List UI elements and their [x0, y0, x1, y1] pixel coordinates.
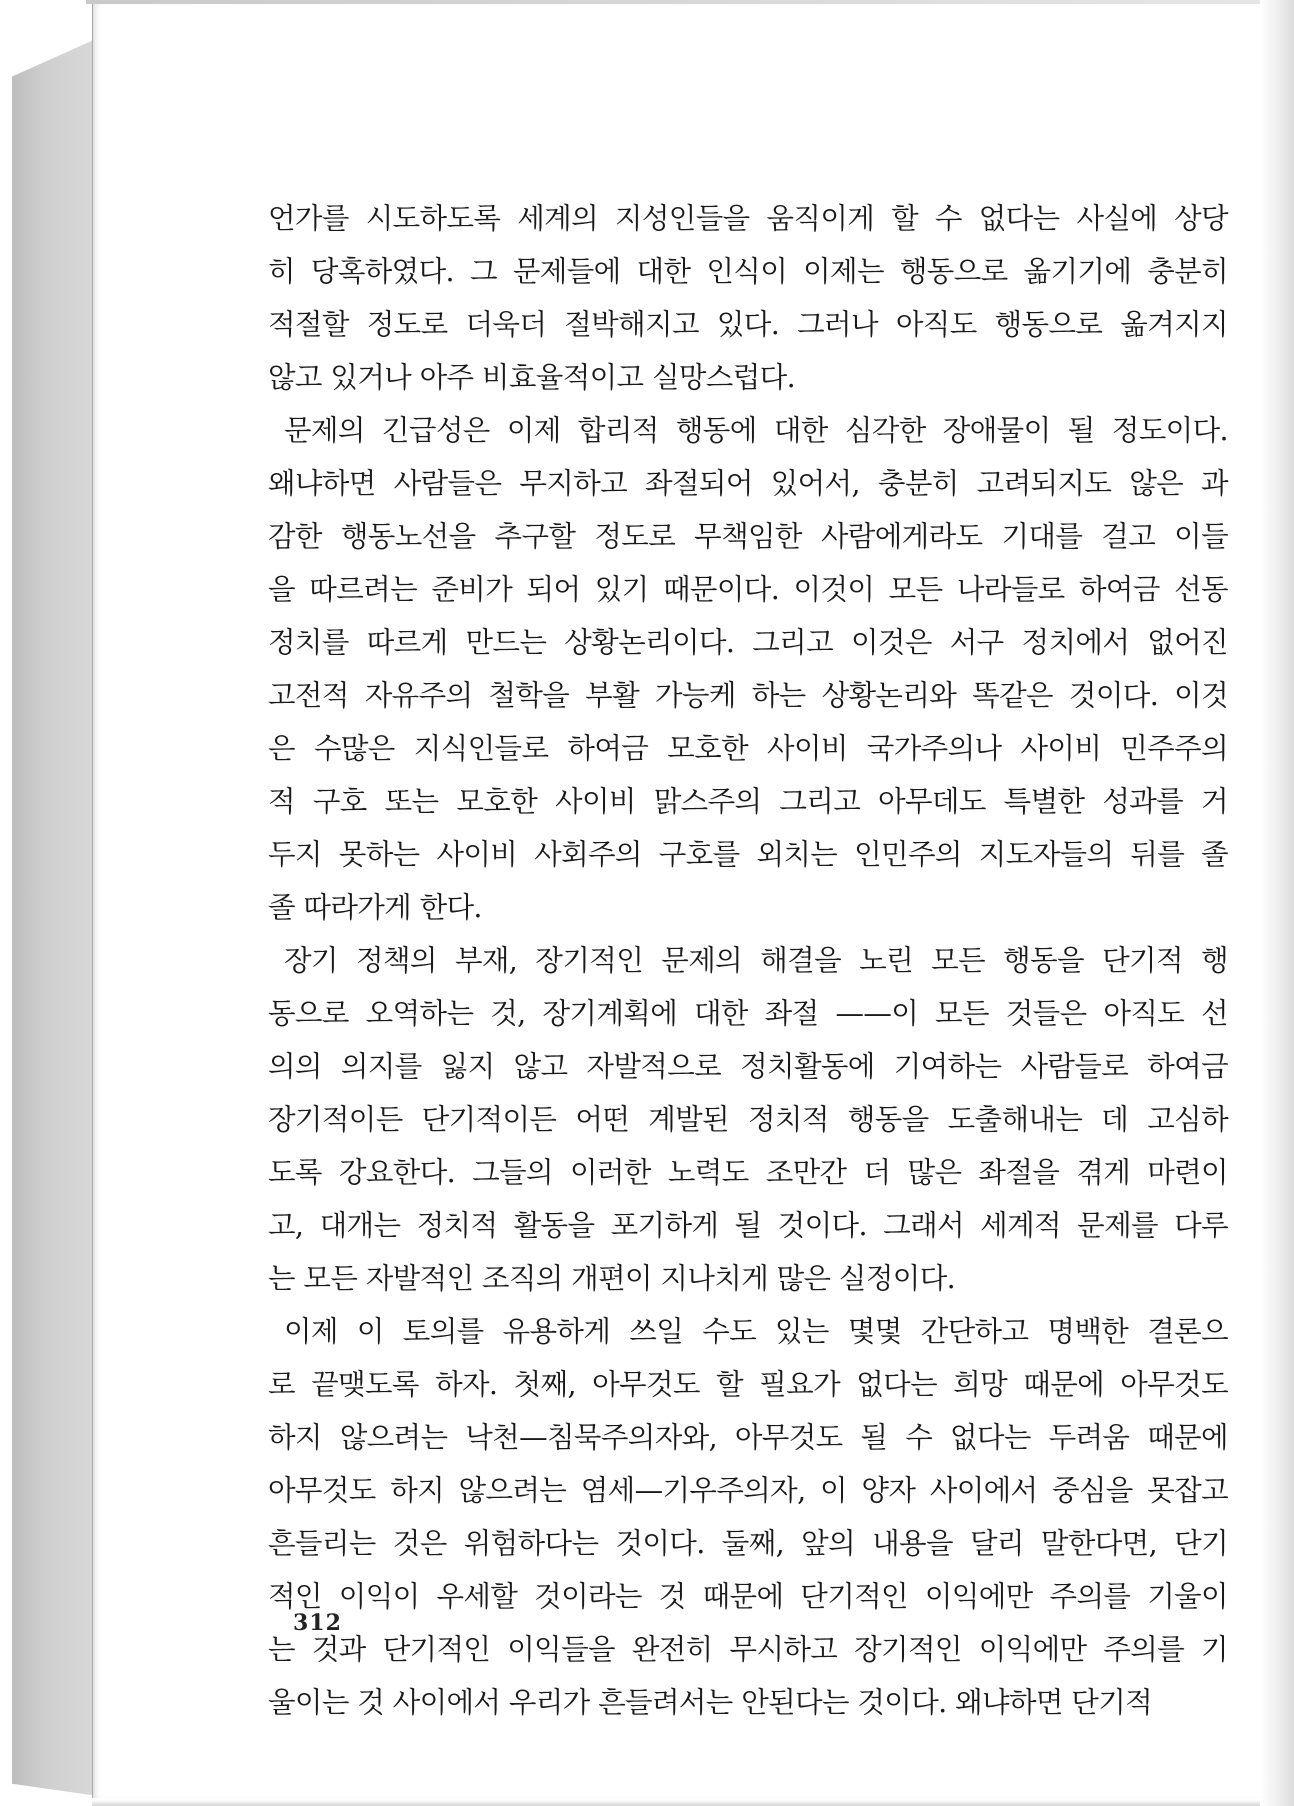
text-line: 적인 이익이 우세할 것이라는 것 때문에 단기적인 이익에만 주의를 기울이 — [268, 1580, 1228, 1613]
text-line: 적절할 정도로 더욱더 절박해지고 있다. 그러나 아직도 행동으로 옮겨지지 — [268, 308, 1228, 341]
text-line: 문제의 긴급성은 이제 합리적 행동에 대한 심각한 장애물이 될 정도이다. — [284, 414, 1228, 447]
text-line: 을 따르려는 준비가 되어 있기 때문이다. 이것이 모든 나라들로 하여금 선동 — [268, 573, 1228, 606]
text-line: 고, 대개는 정치적 활동을 포기하게 될 것이다. 그래서 세계적 문제를 다루 — [268, 1209, 1228, 1242]
page-number: 312 — [293, 1610, 342, 1636]
paragraph — [268, 1305, 1228, 1729]
book-right-edge — [1260, 0, 1294, 1806]
paragraph — [268, 404, 1228, 934]
text-line: 왜냐하면 사람들은 무지하고 좌절되어 있어서, 충분히 고려되지도 않은 과 — [268, 467, 1228, 500]
text-line: 언가를 시도하도록 세계의 지성인들을 움직이게 할 수 없다는 사실에 상당 — [268, 202, 1228, 235]
text-line: 하지 않으려는 낙천—침묵주의자와, 아무것도 될 수 없다는 두려움 때문에 — [268, 1421, 1228, 1454]
text-line: 않고 있거나 아주 비효율적이고 실망스럽다. — [268, 361, 796, 394]
book-page — [92, 4, 1261, 1798]
text-line: 로 끝맺도록 하자. 첫째, 아무것도 할 필요가 없다는 희망 때문에 아무것도 — [268, 1368, 1228, 1401]
text-line: 울이는 것 사이에서 우리가 흔들려서는 안된다는 것이다. 왜냐하면 단기적 — [268, 1686, 1153, 1719]
text-line: 는 것과 단기적인 이익들을 완전히 무시하고 장기적인 이익에만 주의를 기 — [268, 1633, 1228, 1666]
book-bottom-edge — [92, 1800, 1260, 1806]
text-line: 은 수많은 지식인들로 하여금 모호한 사이비 국가주의나 사이비 민주주의 — [268, 732, 1228, 765]
text-line: 장기적이든 단기적이든 어떤 계발된 정치적 행동을 도출해내는 데 고심하 — [268, 1103, 1228, 1136]
text-line: 동으로 오역하는 것, 장기계획에 대한 좌절 ——이 모든 것들은 아직도 선 — [268, 997, 1228, 1030]
text-line: 적 구호 또는 모호한 사이비 맑스주의 그리고 아무데도 특별한 성과를 거 — [268, 785, 1228, 818]
text-line: 고전적 자유주의 철학을 부활 가능케 하는 상황논리와 똑같은 것이다. 이것 — [268, 679, 1228, 712]
text-line: 아무것도 하지 않으려는 염세—기우주의자, 이 양자 사이에서 중심을 못잡고 — [268, 1474, 1228, 1507]
text-line: 의의 의지를 잃지 않고 자발적으로 정치활동에 기여하는 사람들로 하여금 — [268, 1050, 1228, 1083]
text-line: 두지 못하는 사이비 사회주의 구호를 외치는 인민주의 지도자들의 뒤를 졸 — [268, 838, 1228, 871]
text-line: 히 당혹하였다. 그 문제들에 대한 인식이 이제는 행동으로 옮기기에 충분히 — [268, 255, 1228, 288]
book-spine-edge — [12, 38, 98, 1796]
text-line: 도록 강요한다. 그들의 이러한 노력도 조만간 더 많은 좌절을 겪게 마련이 — [268, 1156, 1228, 1189]
text-line: 이제 이 토의를 유용하게 쓰일 수도 있는 몇몇 간단하고 명백한 결론으 — [284, 1315, 1228, 1348]
text-line: 감한 행동노선을 추구할 정도로 무책임한 사람에게라도 기대를 걸고 이들 — [268, 520, 1228, 553]
text-line: 장기 정책의 부재, 장기적인 문제의 해결을 노린 모든 행동을 단기적 행 — [284, 944, 1228, 977]
text-line: 는 모든 자발적인 조직의 개편이 지나치게 많은 실정이다. — [268, 1262, 956, 1295]
body-text — [268, 192, 1228, 1729]
paragraph — [268, 934, 1228, 1305]
text-line: 정치를 따르게 만드는 상황논리이다. 그리고 이것은 서구 정치에서 없어진 — [268, 626, 1228, 659]
text-line: 졸 따라가게 한다. — [268, 891, 482, 924]
paragraph — [268, 192, 1228, 404]
text-line: 흔들리는 것은 위험하다는 것이다. 둘째, 앞의 내용을 달리 말한다면, 단기 — [268, 1527, 1228, 1560]
